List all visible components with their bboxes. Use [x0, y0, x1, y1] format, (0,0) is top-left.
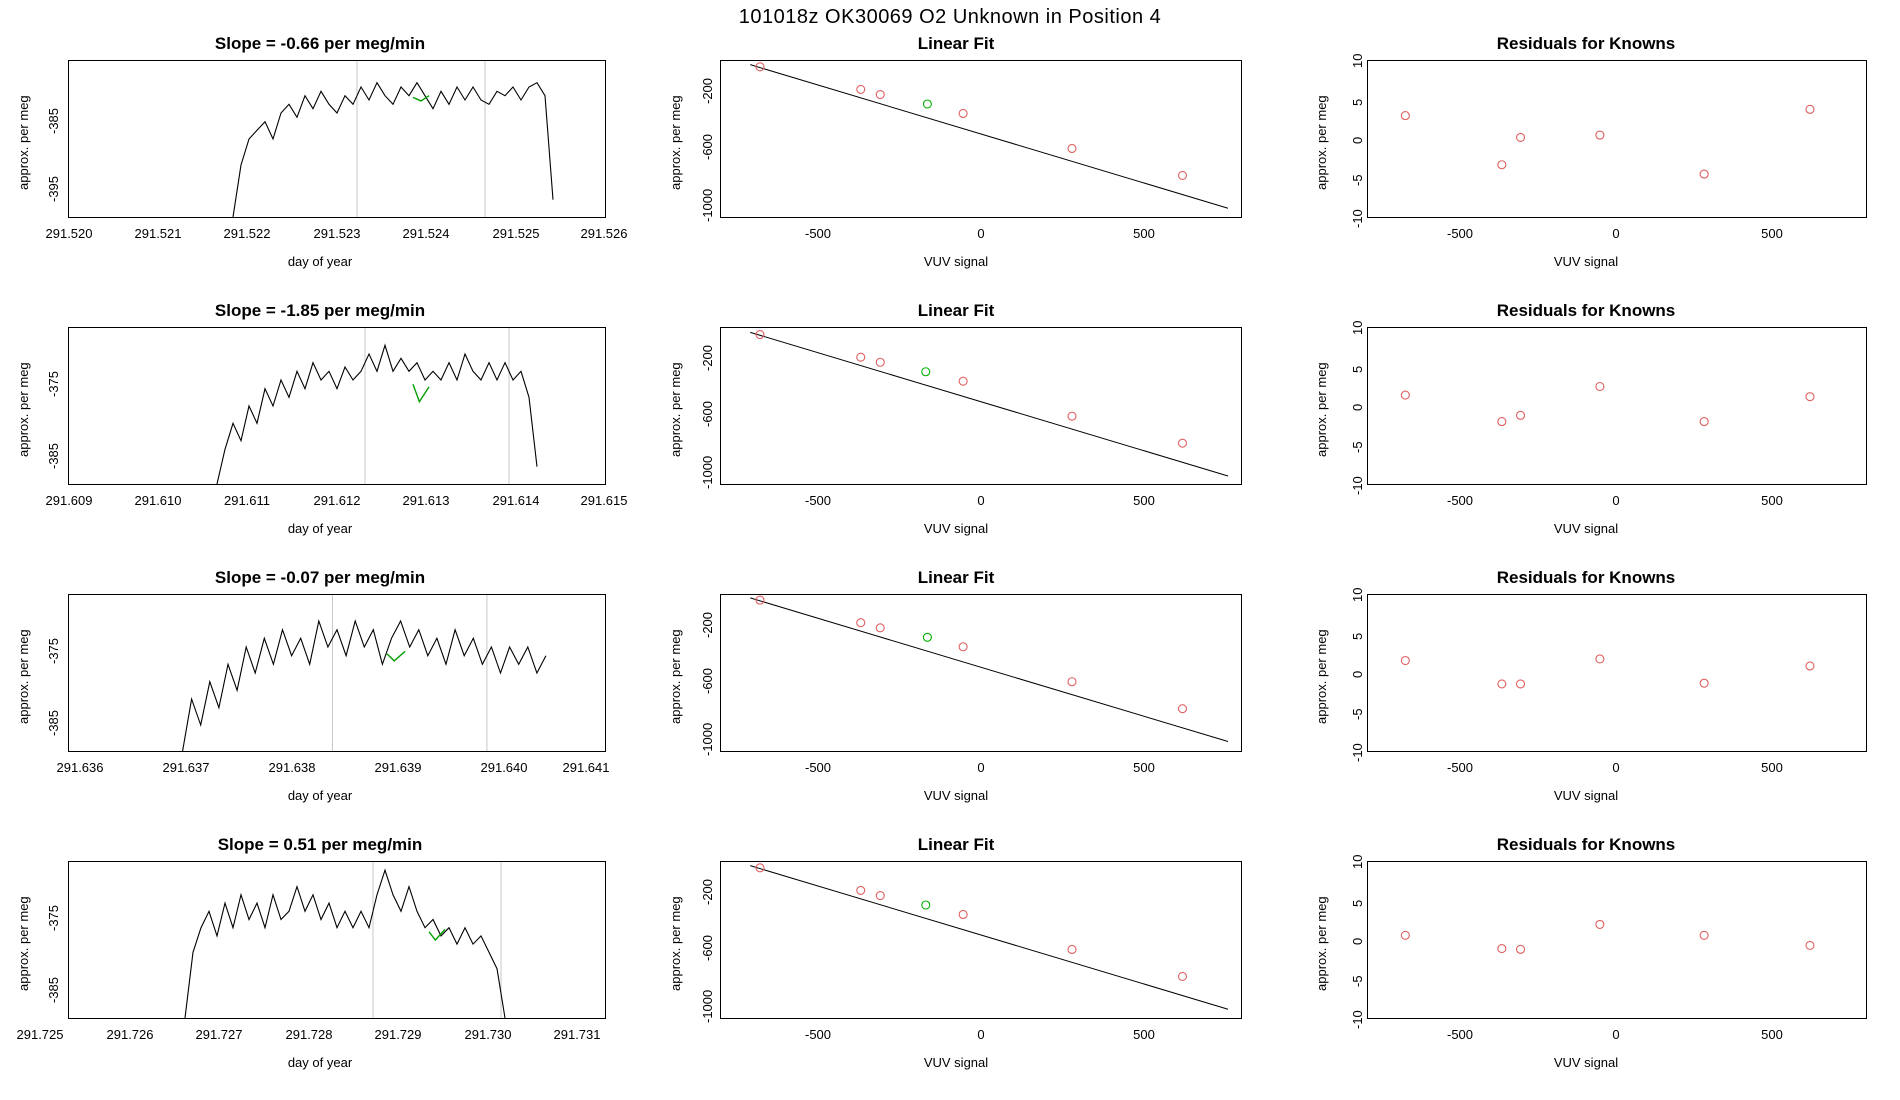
y-axis-label: approx. per meg [16, 896, 31, 991]
x-tick: 291.524 [402, 226, 450, 241]
y-tick: -385 [46, 709, 61, 736]
x-tick: 0 [1612, 1027, 1620, 1042]
y-tick: 0 [1350, 670, 1365, 678]
timeseries-panel [0, 30, 640, 297]
y-tick: 10 [1350, 854, 1365, 869]
linearfit-svg [721, 862, 1241, 1018]
panel-title: Residuals for Knowns [1496, 34, 1676, 53]
plot-area [720, 60, 1242, 218]
x-tick: 291.641 [562, 760, 610, 775]
y-tick: -5 [1350, 975, 1365, 987]
linearfit-svg [721, 61, 1241, 217]
timeseries-svg [69, 862, 605, 1018]
y-tick: -600 [700, 133, 715, 160]
timeseries-svg [69, 328, 605, 484]
x-tick: 500 [1133, 493, 1155, 508]
y-axis-label: approx. per meg [16, 95, 31, 190]
plot-row [0, 564, 1900, 831]
y-tick: -600 [700, 400, 715, 427]
x-tick: -500 [1446, 493, 1474, 508]
x-tick: 291.611 [223, 493, 271, 508]
y-tick: 10 [1350, 587, 1365, 602]
page-title: 101018z OK30069 O2 Unknown in Position 4 [738, 6, 1162, 28]
y-tick: -10 [1350, 476, 1365, 495]
panel-title: Linear Fit [917, 568, 995, 587]
x-axis-label: VUV signal [1553, 788, 1619, 803]
x-tick: 0 [977, 493, 985, 508]
y-tick: -600 [700, 667, 715, 694]
x-tick: 500 [1761, 493, 1783, 508]
y-tick: -1000 [700, 989, 715, 1023]
y-tick: -375 [46, 370, 61, 397]
x-axis-label: VUV signal [1553, 254, 1619, 269]
x-tick: 291.526 [580, 226, 628, 241]
x-tick: 291.731 [553, 1027, 601, 1042]
panel-title: Slope = 0.51 per meg/min [217, 835, 423, 854]
x-tick: 500 [1761, 226, 1783, 241]
x-tick: 291.612 [313, 493, 361, 508]
y-axis-label: approx. per meg [1314, 362, 1329, 457]
x-tick: 0 [1612, 226, 1620, 241]
y-axis-label: approx. per meg [1314, 896, 1329, 991]
x-tick: 500 [1761, 760, 1783, 775]
x-tick: 291.728 [285, 1027, 333, 1042]
y-tick: -600 [700, 934, 715, 961]
plot-area [68, 861, 606, 1019]
panel-title: Residuals for Knowns [1496, 568, 1676, 587]
x-tick: 291.725 [16, 1027, 64, 1042]
linearfit-panel [640, 297, 1272, 564]
plot-area [68, 327, 606, 485]
y-tick: -200 [700, 344, 715, 371]
x-tick: 291.640 [480, 760, 528, 775]
y-tick: 5 [1350, 365, 1365, 373]
plot-area [68, 594, 606, 752]
y-tick: -1000 [700, 722, 715, 756]
panel-title: Slope = -0.07 per meg/min [214, 568, 426, 587]
x-tick: 500 [1133, 226, 1155, 241]
linearfit-panel [640, 564, 1272, 831]
residuals-svg [1368, 595, 1866, 751]
x-tick: 291.730 [464, 1027, 512, 1042]
x-tick: 291.610 [134, 493, 182, 508]
residuals-panel [1272, 30, 1900, 297]
x-tick: 291.523 [313, 226, 361, 241]
y-tick: -10 [1350, 743, 1365, 762]
x-tick: 291.522 [223, 226, 271, 241]
residuals-panel [1272, 831, 1900, 1098]
y-axis-label: approx. per meg [668, 629, 683, 724]
y-tick: -5 [1350, 708, 1365, 720]
y-tick: -1000 [700, 455, 715, 489]
x-tick: 291.614 [492, 493, 540, 508]
x-tick: -500 [804, 760, 832, 775]
linearfit-svg [721, 328, 1241, 484]
y-tick: 5 [1350, 632, 1365, 640]
x-tick: 291.521 [134, 226, 182, 241]
linearfit-panel [640, 831, 1272, 1098]
y-tick: -5 [1350, 441, 1365, 453]
x-tick: 500 [1133, 1027, 1155, 1042]
plot-row [0, 297, 1900, 564]
residuals-svg [1368, 328, 1866, 484]
timeseries-svg [69, 61, 605, 217]
panel-title: Linear Fit [917, 835, 995, 854]
y-tick: 0 [1350, 403, 1365, 411]
x-axis-label: VUV signal [1553, 521, 1619, 536]
y-tick: 5 [1350, 899, 1365, 907]
residuals-svg [1368, 61, 1866, 217]
linearfit-panel [640, 30, 1272, 297]
x-tick: -500 [804, 1027, 832, 1042]
y-axis-label: approx. per meg [668, 896, 683, 991]
panel-title: Residuals for Knowns [1496, 301, 1676, 320]
x-tick: 0 [1612, 493, 1620, 508]
x-tick: 291.609 [45, 493, 93, 508]
x-tick: -500 [804, 226, 832, 241]
x-tick: -500 [1446, 760, 1474, 775]
timeseries-panel [0, 297, 640, 564]
plot-area [68, 60, 606, 218]
x-tick: 291.615 [580, 493, 628, 508]
x-tick: 291.637 [162, 760, 210, 775]
y-tick: -385 [46, 107, 61, 134]
x-tick: 291.636 [56, 760, 104, 775]
x-tick: 0 [977, 226, 985, 241]
x-tick: 500 [1133, 760, 1155, 775]
y-axis-label: approx. per meg [1314, 95, 1329, 190]
plot-area [1367, 594, 1867, 752]
plot-area [720, 861, 1242, 1019]
y-tick: -375 [46, 637, 61, 664]
panel-title: Linear Fit [917, 301, 995, 320]
residuals-panel [1272, 297, 1900, 564]
x-tick: 291.525 [492, 226, 540, 241]
x-tick: 500 [1761, 1027, 1783, 1042]
x-axis-label: day of year [287, 788, 353, 803]
y-tick: -10 [1350, 209, 1365, 228]
x-tick: 291.726 [106, 1027, 154, 1042]
x-axis-label: VUV signal [923, 1055, 989, 1070]
y-tick: -200 [700, 611, 715, 638]
timeseries-svg [69, 595, 605, 751]
plot-grid [0, 30, 1900, 1100]
plot-area [720, 327, 1242, 485]
plot-area [1367, 60, 1867, 218]
x-tick: 0 [977, 760, 985, 775]
x-tick: -500 [1446, 226, 1474, 241]
plot-area [1367, 327, 1867, 485]
x-tick: 291.727 [195, 1027, 243, 1042]
y-axis-label: approx. per meg [16, 362, 31, 457]
y-axis-label: approx. per meg [1314, 629, 1329, 724]
x-tick: 0 [1612, 760, 1620, 775]
timeseries-panel [0, 831, 640, 1098]
plot-row [0, 831, 1900, 1098]
x-tick: 291.613 [402, 493, 450, 508]
y-tick: 10 [1350, 320, 1365, 335]
x-tick: 0 [977, 1027, 985, 1042]
y-axis-label: approx. per meg [668, 362, 683, 457]
plot-area [720, 594, 1242, 752]
y-tick: 5 [1350, 98, 1365, 106]
x-axis-label: VUV signal [1553, 1055, 1619, 1070]
x-tick: 291.729 [374, 1027, 422, 1042]
x-axis-label: day of year [287, 521, 353, 536]
x-tick: -500 [1446, 1027, 1474, 1042]
plot-area [1367, 861, 1867, 1019]
plot-row [0, 30, 1900, 297]
y-tick: -1000 [700, 188, 715, 222]
x-axis-label: day of year [287, 1055, 353, 1070]
x-axis-label: VUV signal [923, 521, 989, 536]
y-tick: -395 [46, 175, 61, 202]
y-tick: -200 [700, 77, 715, 104]
x-axis-label: VUV signal [923, 788, 989, 803]
y-tick: -385 [46, 976, 61, 1003]
residuals-panel [1272, 564, 1900, 831]
panel-title: Slope = -1.85 per meg/min [214, 301, 426, 320]
residuals-svg [1368, 862, 1866, 1018]
y-tick: -10 [1350, 1010, 1365, 1029]
x-tick: -500 [804, 493, 832, 508]
x-axis-label: VUV signal [923, 254, 989, 269]
x-tick: 291.638 [268, 760, 316, 775]
y-tick: -385 [46, 442, 61, 469]
y-tick: -375 [46, 904, 61, 931]
panel-title: Linear Fit [917, 34, 995, 53]
y-axis-label: approx. per meg [668, 95, 683, 190]
timeseries-panel [0, 564, 640, 831]
x-axis-label: day of year [287, 254, 353, 269]
y-tick: -200 [700, 878, 715, 905]
y-axis-label: approx. per meg [16, 629, 31, 724]
y-tick: 0 [1350, 937, 1365, 945]
x-tick: 291.520 [45, 226, 93, 241]
y-tick: 10 [1350, 53, 1365, 68]
y-tick: -5 [1350, 174, 1365, 186]
y-tick: 0 [1350, 136, 1365, 144]
x-tick: 291.639 [374, 760, 422, 775]
panel-title: Slope = -0.66 per meg/min [214, 34, 426, 53]
linearfit-svg [721, 595, 1241, 751]
panel-title: Residuals for Knowns [1496, 835, 1676, 854]
